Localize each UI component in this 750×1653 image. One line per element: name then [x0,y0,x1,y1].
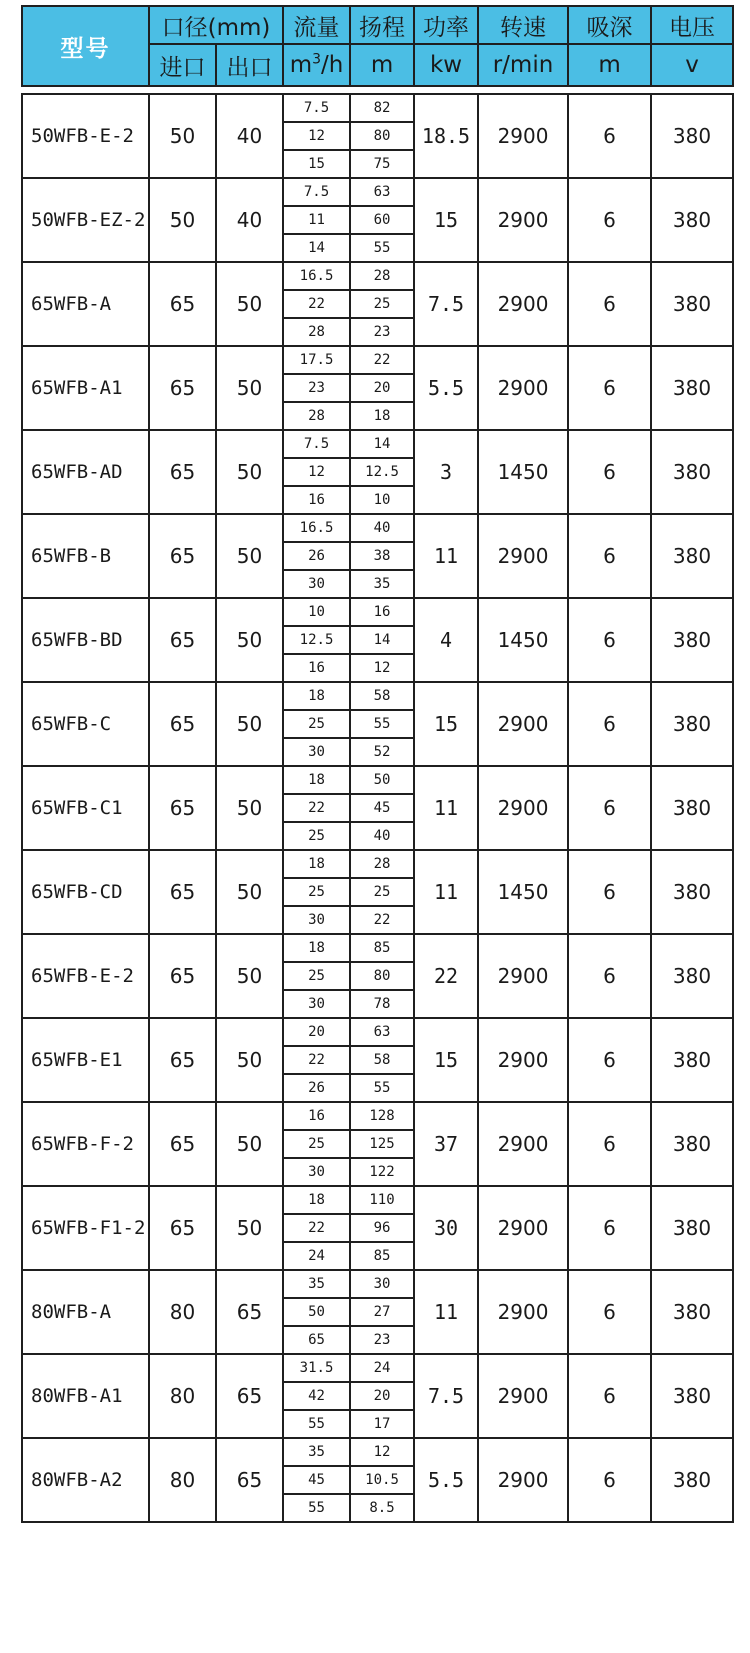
power-cell: 18.5 [414,94,478,178]
voltage-cell: 380 [651,1102,733,1186]
pump-spec-table [21,5,734,1523]
inlet-cell: 65 [149,1186,216,1270]
outlet-cell: 50 [216,1186,283,1270]
suction-cell: 6 [568,178,651,262]
speed-cell: 2900 [478,94,568,178]
table-body [22,94,733,1522]
voltage-cell: 380 [651,178,733,262]
head-cell: 128 [350,1102,414,1130]
head-cell: 18 [350,402,414,430]
power-cell: 7.5 [414,1354,478,1438]
head-cell: 63 [350,178,414,206]
power-cell: 11 [414,514,478,598]
table-row [22,430,733,458]
flow-cell: 25 [283,822,350,850]
speed-cell: 2900 [478,1186,568,1270]
power-cell: 30 [414,1186,478,1270]
flow-unit-tail: /h [321,52,344,78]
flow-cell: 55 [283,1410,350,1438]
speed-cell: 2900 [478,682,568,766]
head-cell: 12.5 [350,458,414,486]
model-cell: 50WFB-E-2 [22,94,149,178]
power-cell: 11 [414,1270,478,1354]
power-cell: 15 [414,1018,478,1102]
power-cell: 4 [414,598,478,682]
header-power: 功率 [414,6,478,44]
voltage-cell: 380 [651,598,733,682]
head-cell: 27 [350,1298,414,1326]
outlet-cell: 65 [216,1354,283,1438]
header-power-unit: kw [414,44,478,86]
flow-cell: 26 [283,542,350,570]
outlet-cell: 50 [216,598,283,682]
voltage-cell: 380 [651,1186,733,1270]
voltage-cell: 380 [651,346,733,430]
flow-cell: 18 [283,766,350,794]
table-row [22,178,733,206]
flow-cell: 12 [283,122,350,150]
inlet-cell: 65 [149,346,216,430]
outlet-cell: 65 [216,1438,283,1522]
flow-cell: 16 [283,486,350,514]
flow-cell: 22 [283,290,350,318]
flow-cell: 45 [283,1466,350,1494]
suction-cell: 6 [568,1270,651,1354]
outlet-cell: 50 [216,430,283,514]
flow-cell: 30 [283,570,350,598]
suction-cell: 6 [568,262,651,346]
table-row [22,934,733,962]
header-voltage-unit: v [651,44,733,86]
head-cell: 58 [350,1046,414,1074]
flow-cell: 22 [283,1046,350,1074]
suction-cell: 6 [568,514,651,598]
flow-cell: 31.5 [283,1354,350,1382]
outlet-cell: 50 [216,1102,283,1186]
model-cell: 65WFB-BD [22,598,149,682]
speed-cell: 2900 [478,766,568,850]
head-cell: 23 [350,318,414,346]
flow-cell: 25 [283,962,350,990]
voltage-cell: 380 [651,1438,733,1522]
flow-cell: 16.5 [283,262,350,290]
inlet-cell: 65 [149,682,216,766]
model-cell: 65WFB-CD [22,850,149,934]
flow-cell: 15 [283,150,350,178]
head-cell: 52 [350,738,414,766]
inlet-cell: 65 [149,1102,216,1186]
flow-unit-base: m [289,52,313,78]
suction-cell: 6 [568,934,651,1018]
flow-cell: 22 [283,1214,350,1242]
outlet-cell: 40 [216,178,283,262]
model-cell: 65WFB-B [22,514,149,598]
flow-cell: 7.5 [283,178,350,206]
head-cell: 58 [350,682,414,710]
flow-cell: 12 [283,458,350,486]
power-cell: 11 [414,850,478,934]
head-cell: 75 [350,150,414,178]
voltage-cell: 380 [651,94,733,178]
table-row [22,1102,733,1130]
speed-cell: 2900 [478,1270,568,1354]
flow-cell: 25 [283,878,350,906]
head-cell: 96 [350,1214,414,1242]
model-cell: 65WFB-E1 [22,1018,149,1102]
model-cell: 65WFB-F1-2 [22,1186,149,1270]
power-cell: 5.5 [414,346,478,430]
flow-cell: 25 [283,710,350,738]
table-row [22,766,733,794]
power-cell: 22 [414,934,478,1018]
head-cell: 28 [350,262,414,290]
spec-sheet [21,5,732,1523]
flow-cell: 18 [283,850,350,878]
head-cell: 12 [350,1438,414,1466]
outlet-cell: 65 [216,1270,283,1354]
suction-cell: 6 [568,850,651,934]
model-cell: 65WFB-E-2 [22,934,149,1018]
head-cell: 17 [350,1410,414,1438]
inlet-cell: 50 [149,178,216,262]
head-cell: 28 [350,850,414,878]
voltage-cell: 380 [651,262,733,346]
inlet-cell: 65 [149,598,216,682]
header-speed-unit: r/min [478,44,568,86]
suction-cell: 6 [568,1438,651,1522]
inlet-cell: 65 [149,514,216,598]
header-suction-unit: m [568,44,651,86]
outlet-cell: 50 [216,514,283,598]
voltage-cell: 380 [651,1354,733,1438]
flow-cell: 17.5 [283,346,350,374]
model-cell: 65WFB-A [22,262,149,346]
power-cell: 3 [414,430,478,514]
header-head: 扬程 [350,6,414,44]
voltage-cell: 380 [651,682,733,766]
flow-unit-sup: 3 [312,51,322,68]
table-row [22,1186,733,1214]
head-cell: 125 [350,1130,414,1158]
speed-cell: 2900 [478,1102,568,1186]
head-cell: 30 [350,1270,414,1298]
inlet-cell: 65 [149,766,216,850]
outlet-cell: 40 [216,94,283,178]
head-cell: 22 [350,346,414,374]
speed-cell: 2900 [478,262,568,346]
speed-cell: 2900 [478,934,568,1018]
power-cell: 11 [414,766,478,850]
head-cell: 78 [350,990,414,1018]
table-row [22,1270,733,1298]
speed-cell: 2900 [478,1354,568,1438]
power-cell: 37 [414,1102,478,1186]
head-cell: 50 [350,766,414,794]
speed-cell: 2900 [478,1018,568,1102]
model-cell: 65WFB-F-2 [22,1102,149,1186]
flow-cell: 25 [283,1130,350,1158]
flow-cell: 30 [283,1158,350,1186]
head-cell: 55 [350,1074,414,1102]
header-gap [22,86,733,94]
head-cell: 35 [350,570,414,598]
head-cell: 110 [350,1186,414,1214]
header-head-unit: m [350,44,414,86]
flow-cell: 7.5 [283,430,350,458]
head-cell: 14 [350,626,414,654]
speed-cell: 2900 [478,346,568,430]
voltage-cell: 380 [651,766,733,850]
head-cell: 60 [350,206,414,234]
suction-cell: 6 [568,598,651,682]
voltage-cell: 380 [651,1270,733,1354]
outlet-cell: 50 [216,262,283,346]
inlet-cell: 80 [149,1438,216,1522]
power-cell: 5.5 [414,1438,478,1522]
header-flow: 流量 [283,6,350,44]
head-cell: 55 [350,710,414,738]
model-cell: 80WFB-A1 [22,1354,149,1438]
outlet-cell: 50 [216,346,283,430]
head-cell: 40 [350,822,414,850]
power-cell: 7.5 [414,262,478,346]
power-cell: 15 [414,178,478,262]
table-row [22,1438,733,1466]
head-cell: 14 [350,430,414,458]
flow-cell: 50 [283,1298,350,1326]
flow-cell: 18 [283,1186,350,1214]
suction-cell: 6 [568,1354,651,1438]
head-cell: 122 [350,1158,414,1186]
suction-cell: 6 [568,682,651,766]
head-cell: 24 [350,1354,414,1382]
model-cell: 65WFB-AD [22,430,149,514]
outlet-cell: 50 [216,934,283,1018]
inlet-cell: 65 [149,850,216,934]
head-cell: 12 [350,654,414,682]
flow-cell: 16 [283,1102,350,1130]
header-suction: 吸深 [568,6,651,44]
voltage-cell: 380 [651,934,733,1018]
table-row [22,1018,733,1046]
flow-cell: 65 [283,1326,350,1354]
table-row [22,346,733,374]
suction-cell: 6 [568,1186,651,1270]
header-flow-unit [283,44,350,86]
head-cell: 80 [350,962,414,990]
flow-cell: 18 [283,682,350,710]
voltage-cell: 380 [651,1018,733,1102]
voltage-cell: 380 [651,850,733,934]
speed-cell: 1450 [478,850,568,934]
head-cell: 38 [350,542,414,570]
inlet-cell: 65 [149,262,216,346]
suction-cell: 6 [568,94,651,178]
inlet-cell: 80 [149,1270,216,1354]
flow-cell: 16.5 [283,514,350,542]
header-model: 型号 [22,6,149,86]
head-cell: 20 [350,1382,414,1410]
suction-cell: 6 [568,1018,651,1102]
table-row [22,682,733,710]
inlet-cell: 80 [149,1354,216,1438]
speed-cell: 2900 [478,514,568,598]
outlet-cell: 50 [216,1018,283,1102]
head-cell: 63 [350,1018,414,1046]
head-cell: 25 [350,290,414,318]
flow-cell: 24 [283,1242,350,1270]
voltage-cell: 380 [651,430,733,514]
head-cell: 55 [350,234,414,262]
model-cell: 50WFB-EZ-2 [22,178,149,262]
flow-cell: 18 [283,934,350,962]
speed-cell: 1450 [478,598,568,682]
table-row [22,514,733,542]
flow-cell: 30 [283,990,350,1018]
flow-cell: 42 [283,1382,350,1410]
head-cell: 45 [350,794,414,822]
head-cell: 85 [350,1242,414,1270]
suction-cell: 6 [568,430,651,514]
flow-cell: 30 [283,738,350,766]
header-speed: 转速 [478,6,568,44]
speed-cell: 2900 [478,1438,568,1522]
flow-cell: 14 [283,234,350,262]
flow-cell: 28 [283,318,350,346]
header-caliber: 口径(mm) [149,6,283,44]
model-cell: 65WFB-C1 [22,766,149,850]
table-row [22,598,733,626]
table-row [22,850,733,878]
table-row [22,262,733,290]
head-cell: 25 [350,878,414,906]
header-voltage: 电压 [651,6,733,44]
flow-cell: 35 [283,1438,350,1466]
outlet-cell: 50 [216,850,283,934]
power-cell: 15 [414,682,478,766]
head-cell: 40 [350,514,414,542]
flow-cell: 35 [283,1270,350,1298]
head-cell: 10 [350,486,414,514]
flow-cell: 28 [283,402,350,430]
head-cell: 8.5 [350,1494,414,1522]
outlet-cell: 50 [216,766,283,850]
flow-cell: 22 [283,794,350,822]
flow-cell: 11 [283,206,350,234]
inlet-cell: 50 [149,94,216,178]
suction-cell: 6 [568,1102,651,1186]
flow-cell: 55 [283,1494,350,1522]
model-cell: 80WFB-A2 [22,1438,149,1522]
suction-cell: 6 [568,346,651,430]
table-row [22,1354,733,1382]
head-cell: 10.5 [350,1466,414,1494]
header-outlet: 出口 [216,44,283,86]
table-row [22,94,733,122]
flow-cell: 20 [283,1018,350,1046]
model-cell: 80WFB-A [22,1270,149,1354]
head-cell: 80 [350,122,414,150]
flow-cell: 12.5 [283,626,350,654]
model-cell: 65WFB-C [22,682,149,766]
flow-cell: 23 [283,374,350,402]
head-cell: 20 [350,374,414,402]
speed-cell: 1450 [478,430,568,514]
speed-cell: 2900 [478,178,568,262]
model-cell: 65WFB-A1 [22,346,149,430]
table-header [22,6,733,94]
inlet-cell: 65 [149,430,216,514]
head-cell: 85 [350,934,414,962]
outlet-cell: 50 [216,682,283,766]
flow-cell: 16 [283,654,350,682]
head-cell: 82 [350,94,414,122]
head-cell: 22 [350,906,414,934]
flow-cell: 26 [283,1074,350,1102]
inlet-cell: 65 [149,1018,216,1102]
voltage-cell: 380 [651,514,733,598]
suction-cell: 6 [568,766,651,850]
flow-cell: 10 [283,598,350,626]
header-inlet: 进口 [149,44,216,86]
flow-cell: 30 [283,906,350,934]
head-cell: 16 [350,598,414,626]
inlet-cell: 65 [149,934,216,1018]
head-cell: 23 [350,1326,414,1354]
flow-cell: 7.5 [283,94,350,122]
